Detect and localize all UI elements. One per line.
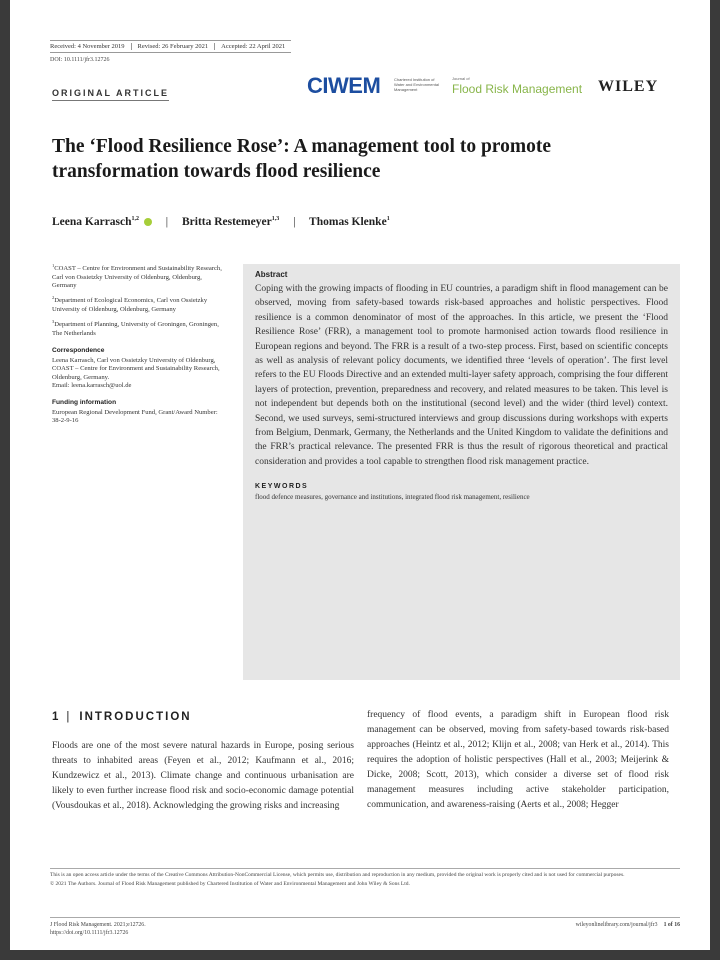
keywords-heading: KEYWORDS: [255, 483, 309, 491]
correspondence-email[interactable]: Email: leena.karrasch@uol.de: [52, 382, 132, 390]
author-separator: |: [165, 216, 169, 228]
author-name[interactable]: Leena Karrasch: [52, 216, 132, 228]
section-number: 1: [52, 711, 61, 723]
license-text: This is an open access article under the terms of the Creative Commons Attribution-NonCommercial License, which permits use, distribution and reproduction in any medium, provided the original work is properly cited and is not used for commercial purposes.: [50, 872, 625, 878]
page-number: 1 of 16: [663, 922, 680, 928]
affiliation: $^3$Department of Planning, University of Groningen, Groningen, The Netherlands: [52, 319, 219, 337]
accepted-date: Accepted: 22 April 2021: [221, 43, 286, 50]
correspondence-text: Leena Karrasch, Carl von Ossietzky University of Oldenburg, COAST – Centre for Environment and Sustainability Research, Oldenburg, Germany. Email: leena.karrasch@uol.de: [52, 356, 220, 390]
author-name[interactable]: Britta Restemeyer: [181, 216, 272, 228]
affiliation: $^1$COAST – Centre for Environment and Sustainability Research, Carl von Ossietzky University of Oldenburg, Oldenburg, Germany: [52, 263, 222, 289]
abstract-text: Coping with the growing impacts of flooding in EU countries, a paradigm shift in flood management can be observed, moving from safety-based towards risk-based approaches and holistic perspectives. Flood resilience is a common denominator of most of the approaches. In this article, we present the ‘Flood Resilience Rose’ (FRR), a management tool to promote harmonised action towards flood resilience in European regions and beyond. The FRR is a result of a two-step process. First, based on scientific concepts as well as analysis of relevant policy documents, we identified three ‘levels of operation’. The first level refers to the EU Floods Directive and an extended multi-layer safety approach, comprising the four different layers of protection, prevention, preparedness and recovery, and related measures to be taken. This level is not independent but depends both on the institutional (second level) and the wider (third level) context. Second, we used surveys, semi-structured interviews and group discussions during workshops with experts from Belgium, Denmark, Germany, the Netherlands and the United Kingdom to validate the definitions and the FRR’s practical relevance. The presented FRR is thus the result of rigorous theoretical and practical consideration and provides a tool capable to strengthen flood risk management practice.: [255, 284, 668, 467]
author-affiliation-mark: 1,2: [131, 216, 140, 223]
author-name[interactable]: Thomas Klenke: [309, 216, 387, 228]
affiliation: $^2$Department of Ecological Economics, Carl von Ossietzky University of Oldenburg, Oldenburg, Germany: [52, 295, 208, 313]
received-date: Received: 4 November 2019: [50, 43, 132, 50]
abstract-heading: Abstract: [255, 270, 288, 279]
author-affiliation-mark: 1,3: [271, 216, 280, 223]
journal-logo: Flood Risk Management: [452, 82, 583, 96]
ciwem-logo-subtitle: Chartered Institution of Water and Environmental Management: [394, 77, 439, 92]
article-type: ORIGINAL ARTICLE: [52, 88, 169, 101]
license-footnote: [50, 868, 680, 889]
paper-page: [10, 0, 710, 950]
keywords-text: flood defence measures, governance and institutions, integrated flood risk management, resilience: [255, 493, 530, 502]
doi: DOI: 10.1111/jfr3.12726: [50, 57, 110, 63]
intro-right-column: frequency of flood events, a paradigm shift in European flood risk management can be observed, moving from safety-based towards risk-based approaches (Heintz et al., 2012; Klijn et al., 2008; van Herk et al., 2014). This requires the adoption of holistic perspectives (Hall et al., 2003; Meijerink & Dicke, 2008; Scott, 2013), which consider a diverse set of flood risk management measures including active stakeholder participation, communication, and awareness-raising (Aerts et al., 2008; Hegger: [367, 710, 669, 810]
doi-link[interactable]: https://doi.org/10.1111/jfr3.12726: [50, 930, 129, 936]
section-heading-introduction: 1 | INTRODUCTION: [52, 711, 192, 723]
author-separator: |: [293, 216, 296, 228]
funding-heading: Funding information: [52, 399, 117, 407]
section-title: INTRODUCTION: [79, 711, 192, 723]
wiley-logo: WILEY: [598, 78, 659, 95]
page-footer: [50, 917, 680, 936]
revised-date: Revised: 26 February 2021: [132, 43, 216, 50]
funding-text: European Regional Development Fund, Grant/Award Number: 38-2-9-16: [52, 408, 218, 425]
submission-dates: [50, 40, 291, 53]
author-affiliation-mark: 1: [386, 216, 390, 223]
ciwem-logo: CIWEM: [307, 73, 381, 98]
sidebar-info: [52, 262, 222, 430]
author-list: [52, 216, 390, 228]
abstract-box: [243, 264, 680, 680]
correspondence-heading: Correspondence: [52, 347, 105, 355]
orcid-icon[interactable]: [144, 218, 152, 226]
copyright-text: © 2021 The Authors. Journal of Flood Risk Management published by Chartered Institution of Water and Environmental Management and John Wiley & Sons Ltd.: [50, 880, 410, 887]
journal-logo-prefix: Journal of: [452, 76, 470, 81]
journal-citation: J Flood Risk Management. 2021;e12726.: [50, 922, 146, 928]
paper-title: The ‘Flood Resilience Rose’: A management tool to promote transformation towards flood resilience: [52, 136, 551, 182]
journal-website-link[interactable]: wileyonlinelibrary.com/journal/jfr3: [575, 922, 658, 928]
intro-left-column: Floods are one of the most severe natural hazards in Europe, posing serious threats to inhabited areas (Feyen et al., 2012; Kaufmann et al., 2016; Kundzewicz et al., 2013). Climate change and continuous urbanisation are likely to even further increase flood risk and socio-economic damage potential (Vousdoukas et al., 2018). Acknowledging the growing risks and increasing: [52, 741, 354, 811]
